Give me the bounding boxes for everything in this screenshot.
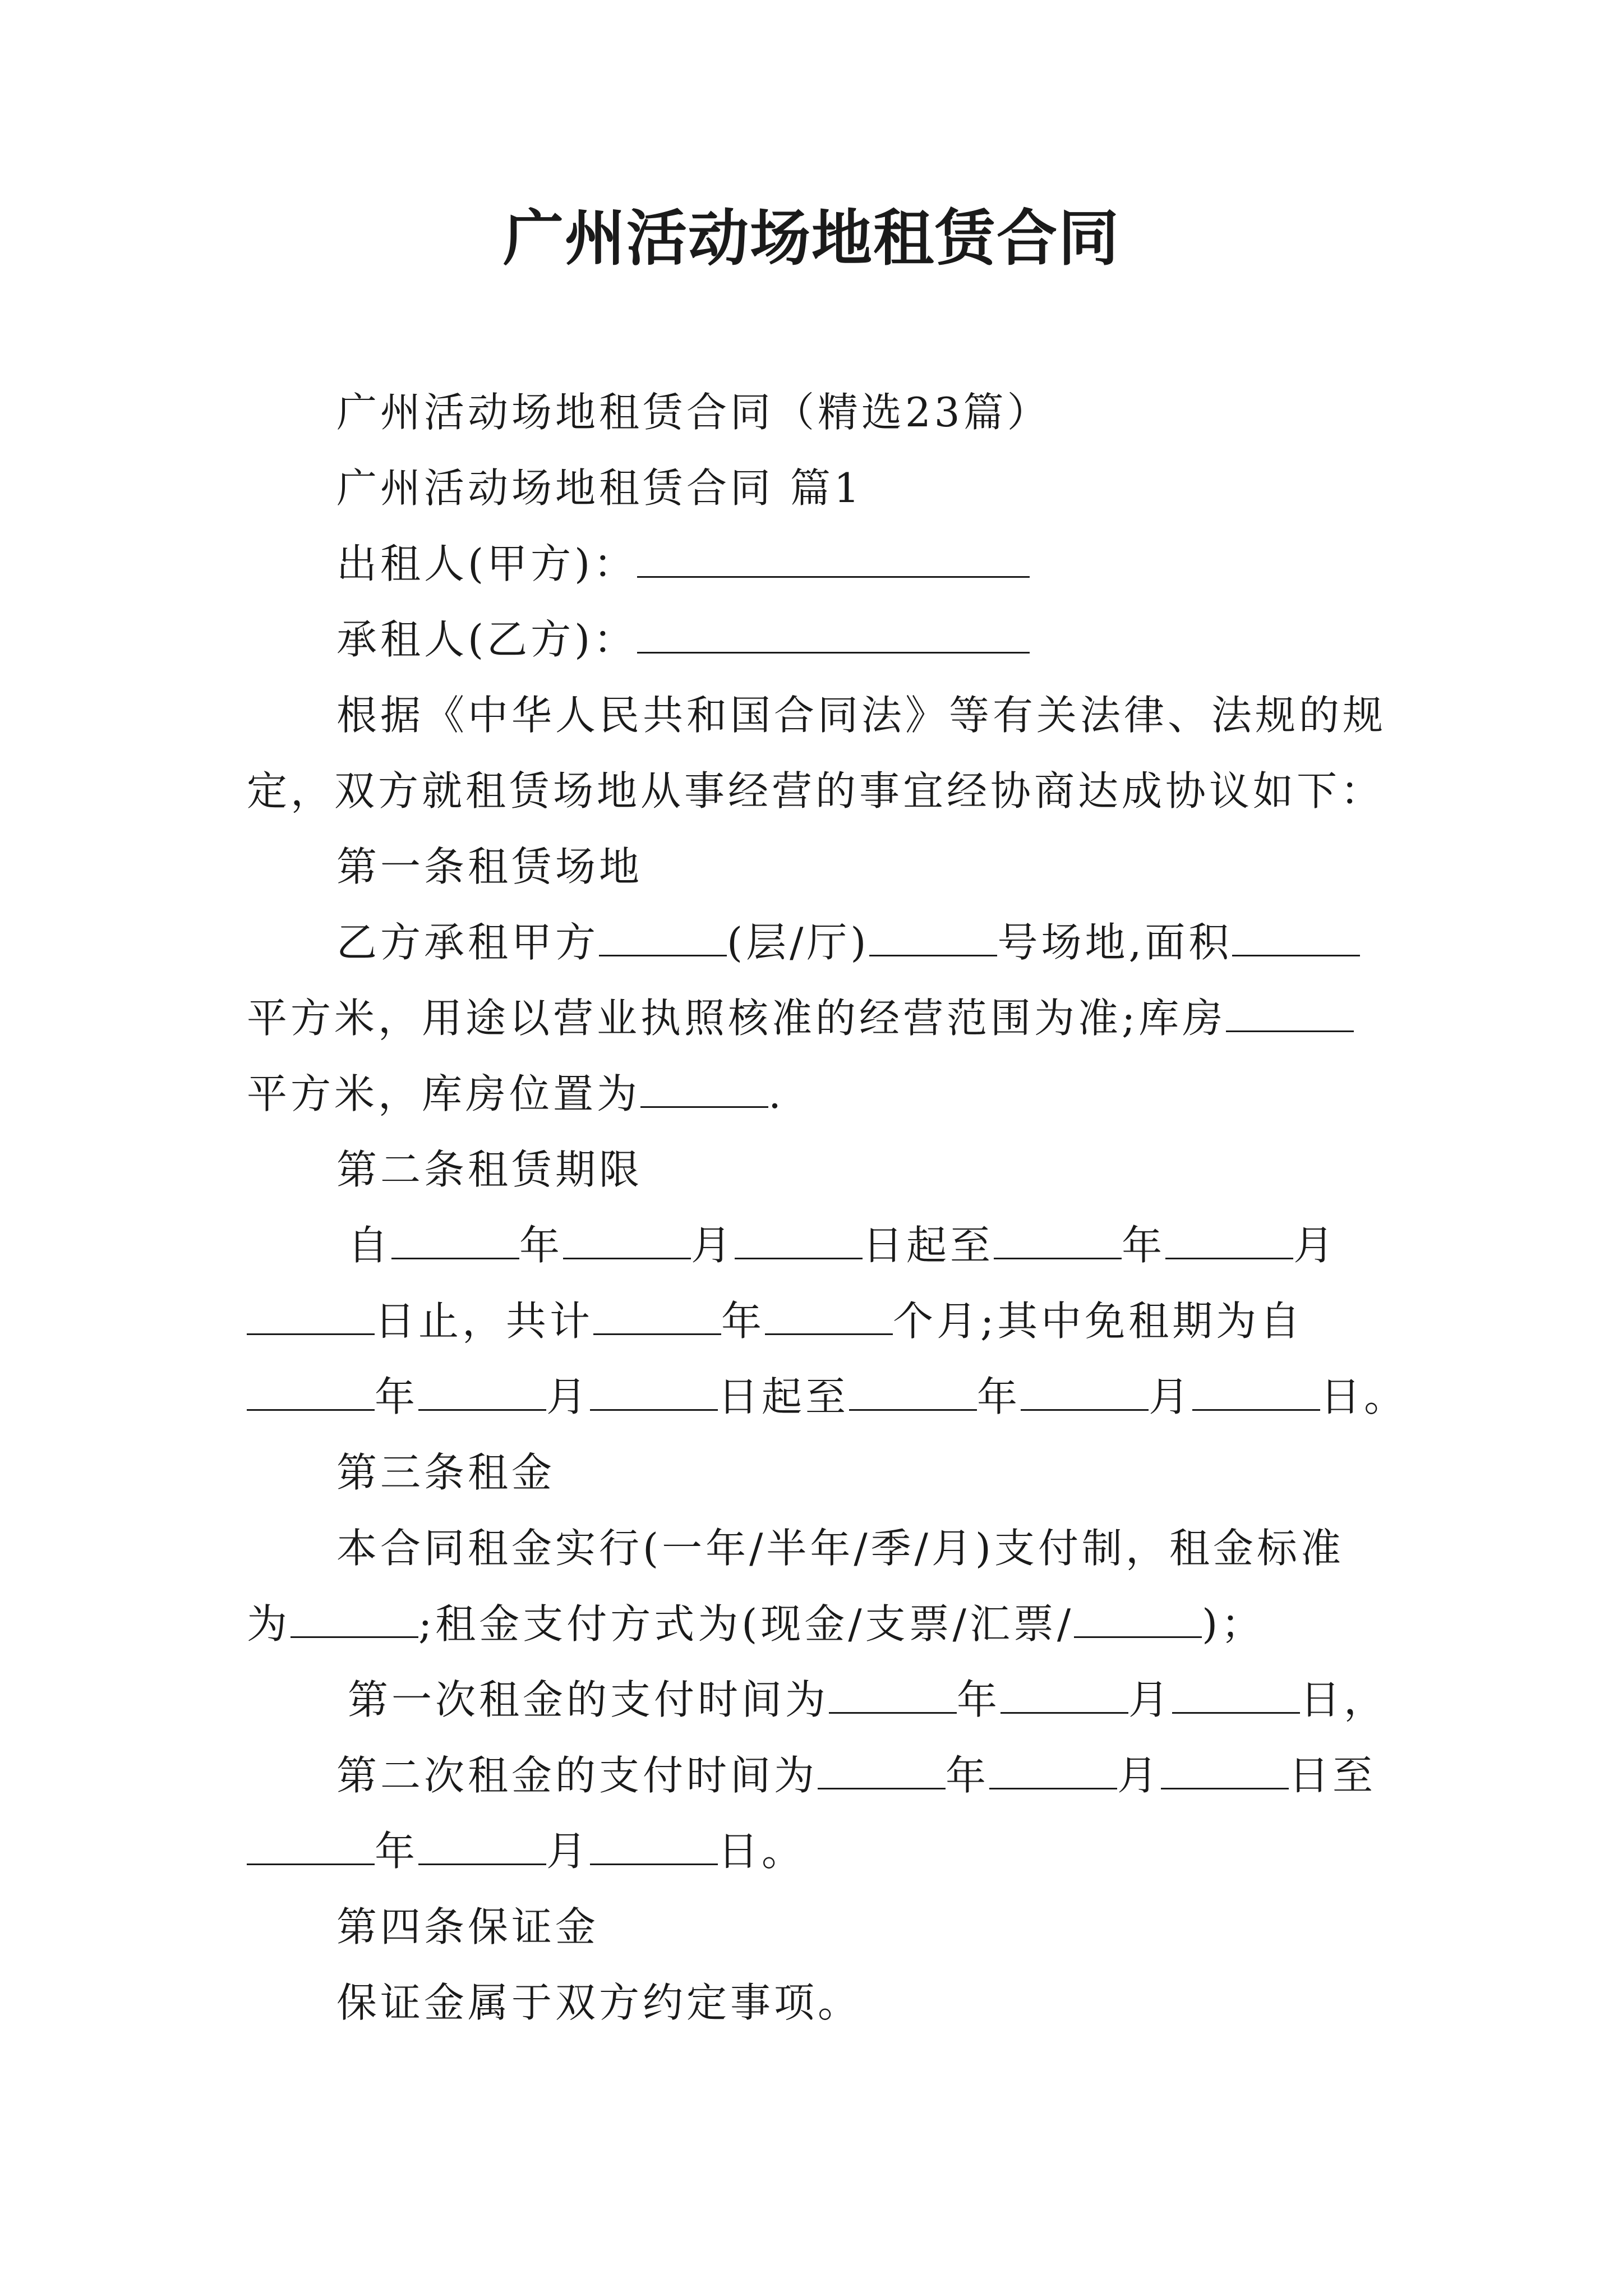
text-run: 年 — [946, 1752, 990, 1799]
text-run: 乙方承租甲方 — [336, 919, 600, 966]
fill-blank — [418, 1374, 546, 1411]
text-run: 日至 — [1289, 1752, 1377, 1799]
fill-blank — [599, 920, 727, 956]
article-1-line-1 — [336, 914, 1360, 970]
fill-blank — [291, 1602, 418, 1638]
article-3-payment-2-cont — [247, 1823, 805, 1879]
article-3-line-1: 本合同租金实行(一年/半年/季/月)支付制，租金标准 — [336, 1525, 1344, 1572]
article-3-payment-2 — [336, 1747, 1376, 1803]
article-1-line-3 — [247, 1066, 785, 1122]
document-title: 广州活动场地租赁合同 — [502, 203, 1120, 274]
text-run: 第一次租金的支付时间为 — [348, 1676, 829, 1723]
text-run: 日止，共计 — [375, 1297, 594, 1345]
fill-blank — [1172, 1677, 1300, 1714]
article-3-payment-1 — [348, 1672, 1387, 1728]
fill-blank — [391, 1223, 519, 1259]
text-run: 为 — [247, 1600, 291, 1648]
text-run: . — [768, 1070, 785, 1117]
section-heading: 广州活动场地租赁合同 篇1 — [336, 464, 863, 512]
fill-blank — [418, 1829, 546, 1865]
fill-blank — [247, 1374, 375, 1411]
text-run: 月 — [691, 1222, 735, 1269]
text-run: 年 — [721, 1297, 766, 1345]
article-3-line-2 — [247, 1596, 1265, 1652]
party-b-line — [336, 611, 1030, 668]
fill-blank — [1021, 1374, 1149, 1411]
fill-blank — [1165, 1223, 1293, 1259]
party-a-line — [336, 536, 1030, 592]
party-a-blank — [637, 541, 1030, 578]
fill-blank — [849, 1374, 977, 1411]
text-run: 日， — [1300, 1676, 1388, 1723]
text-run: 年 — [519, 1222, 564, 1269]
fill-blank — [593, 1299, 721, 1335]
text-run: )； — [1202, 1600, 1265, 1648]
text-run: 平方米，用途以营业执照核准的经营范围为准;库房 — [247, 995, 1227, 1042]
text-run: 月 — [1128, 1676, 1173, 1723]
fill-blank — [590, 1374, 718, 1411]
article-1-line-2 — [247, 990, 1354, 1046]
text-run: 年 — [977, 1373, 1021, 1420]
text-run: 月 — [546, 1828, 591, 1875]
fill-blank — [1074, 1602, 1202, 1638]
fill-blank — [563, 1223, 691, 1259]
article-4-heading: 第四条保证金 — [336, 1903, 600, 1950]
preamble-line-2: 定，双方就租赁场地从事经营的事宜经协商达成协议如下： — [247, 767, 1385, 815]
text-run: 平方米，库房位置为 — [247, 1070, 641, 1117]
fill-blank — [247, 1829, 375, 1865]
text-run: 月 — [1293, 1222, 1338, 1269]
article-2-line-2 — [247, 1293, 1303, 1349]
fill-blank — [994, 1223, 1122, 1259]
fill-blank — [818, 1753, 946, 1789]
text-run: 日。 — [718, 1828, 806, 1875]
text-run: 个月;其中免租期为自 — [893, 1297, 1304, 1345]
fill-blank — [1232, 920, 1360, 956]
text-run: ;租金支付方式为(现金/支票/汇票/ — [418, 1600, 1075, 1648]
fill-blank — [1192, 1374, 1320, 1411]
fill-blank — [989, 1753, 1117, 1789]
fill-blank — [829, 1677, 957, 1714]
article-2-line-3 — [247, 1369, 1408, 1425]
article-2-heading: 第二条租赁期限 — [336, 1146, 643, 1193]
text-run: 日起至 — [863, 1222, 994, 1269]
fill-blank — [247, 1299, 375, 1335]
fill-blank — [765, 1299, 893, 1335]
text-run: 月 — [1149, 1373, 1193, 1420]
text-run: 日起至 — [718, 1373, 850, 1420]
text-run: 年 — [375, 1828, 419, 1875]
fill-blank — [1161, 1753, 1289, 1789]
text-run: 第二次租金的支付时间为 — [336, 1752, 818, 1799]
fill-blank — [1226, 996, 1354, 1032]
text-run: 月 — [1117, 1752, 1161, 1799]
preamble-line-1: 根据《中华人民共和国合同法》等有关法律、法规的规 — [336, 692, 1387, 739]
fill-blank — [590, 1829, 718, 1865]
article-2-line-1 — [348, 1217, 1337, 1273]
party-a-label: 出租人(甲方)： — [336, 540, 638, 587]
text-run: 年 — [375, 1373, 419, 1420]
fill-blank — [1000, 1677, 1128, 1714]
party-b-label: 承租人(乙方)： — [336, 616, 638, 663]
text-run: 月 — [546, 1373, 591, 1420]
text-run: 自 — [348, 1222, 392, 1269]
article-4-line-1: 保证金属于双方约定事项。 — [336, 1979, 862, 2026]
text-run: 年 — [1122, 1222, 1166, 1269]
text-run: 号场地,面积 — [997, 919, 1233, 966]
text-run: (层/厅) — [727, 919, 870, 966]
text-run: 年 — [957, 1676, 1001, 1723]
fill-blank — [640, 1071, 768, 1108]
fill-blank — [735, 1223, 863, 1259]
text-run: 日。 — [1320, 1373, 1408, 1420]
document-subtitle: 广州活动场地租赁合同（精选23篇） — [336, 389, 1051, 436]
fill-blank — [869, 920, 997, 956]
party-b-blank — [637, 617, 1030, 654]
article-3-heading: 第三条租金 — [336, 1449, 556, 1496]
article-1-heading: 第一条租赁场地 — [336, 843, 643, 890]
